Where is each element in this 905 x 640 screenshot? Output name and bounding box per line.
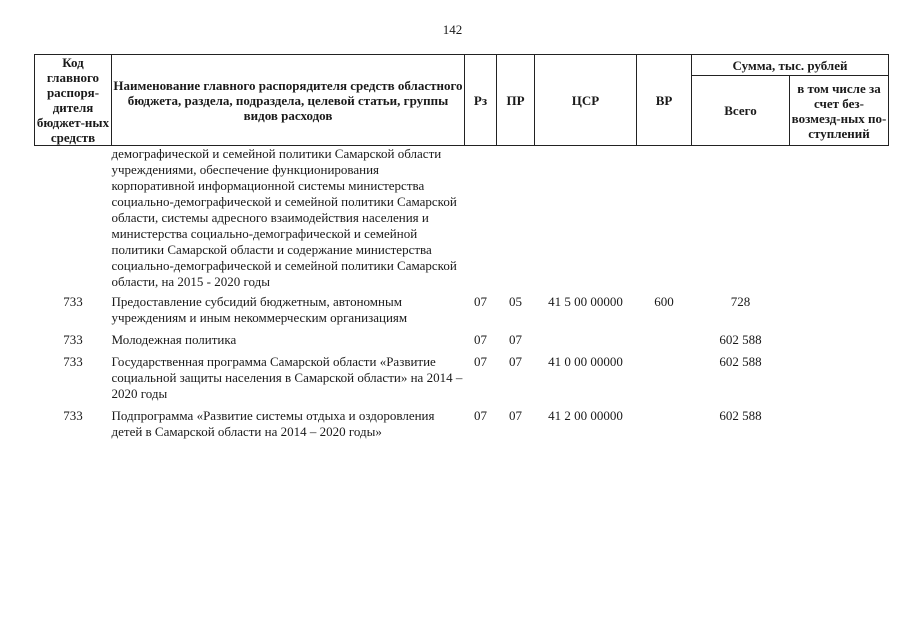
header-incl: в том числе за счет без-возмезд-ных по-ступлений [790, 76, 889, 146]
cell-rz: 07 [474, 294, 487, 309]
cell-vr [637, 402, 692, 440]
header-csr: ЦСР [535, 55, 637, 146]
cell-rz: 07 [474, 354, 487, 369]
cell-incl [790, 348, 889, 402]
cell-csr [535, 326, 637, 348]
cell-csr: 41 0 00 00000 [548, 354, 623, 369]
cell-incl [790, 290, 889, 326]
table-row [35, 348, 889, 402]
continuation-row [35, 146, 889, 291]
cell-vr [637, 326, 692, 348]
table-row [35, 290, 889, 326]
cell-pr: 07 [509, 354, 522, 369]
cell-csr: 41 2 00 00000 [548, 408, 623, 423]
cell-code: 733 [63, 408, 83, 423]
continuation-text: демографической и семейной политики Самарской области учреждениями, обеспечение функционирования корпоративной информационной системы министерства социально-демографической и семейной политики Самарской области, системы адресного взаимодействия населения и министерства социально-демографической и семейной политики Самарской области и содержание министерства социально-демографической и семейной политики Самарской области, на 2015 - 2020 годы [111, 146, 457, 289]
cell-pr: 07 [509, 332, 522, 347]
cell-rz: 07 [474, 332, 487, 347]
cell-code: 733 [63, 354, 83, 369]
cell-total: 602 588 [719, 332, 762, 347]
cell-incl [790, 402, 889, 440]
cell-name: Государственная программа Самарской области «Развитие социальной защиты населения в Самарской области» на 2014 – 2020 годы [111, 354, 463, 401]
budget-table [34, 54, 889, 440]
cell-code: 733 [63, 332, 83, 347]
header-pr: ПР [497, 55, 535, 146]
header-sum: Сумма, тыс. рублей [692, 55, 889, 76]
page-number: 142 [442, 22, 463, 37]
header-vr: ВР [637, 55, 692, 146]
cell-csr: 41 5 00 00000 [548, 294, 623, 309]
cell-vr: 600 [654, 294, 674, 309]
cell-name: Предоставление субсидий бюджетным, автономным учреждениям и иным некоммерческим организациям [111, 294, 408, 325]
cell-rz: 07 [474, 408, 487, 423]
cell-pr: 05 [509, 294, 522, 309]
header-rz: Рз [465, 55, 497, 146]
cell-total: 602 588 [719, 408, 762, 423]
cell-incl [790, 326, 889, 348]
cell-pr: 07 [509, 408, 522, 423]
header-code: Код главного распоря-дителя бюджет-ных средств [35, 55, 112, 146]
cell-total: 602 588 [719, 354, 762, 369]
table-row [35, 326, 889, 348]
cell-name: Подпрограмма «Развитие системы отдыха и оздоровления детей в Самарской области на 2014 – 2020 годы» [111, 408, 435, 439]
cell-code: 733 [63, 294, 83, 309]
cell-name: Молодежная политика [111, 332, 237, 347]
table-row [35, 402, 889, 440]
header-total: Всего [692, 76, 790, 146]
cell-total: 728 [730, 294, 751, 309]
header-name: Наименование главного распорядителя средств областного бюджета, раздела, подраздела, целевой статьи, группы видов расходов [112, 55, 465, 146]
cell-vr [637, 348, 692, 402]
